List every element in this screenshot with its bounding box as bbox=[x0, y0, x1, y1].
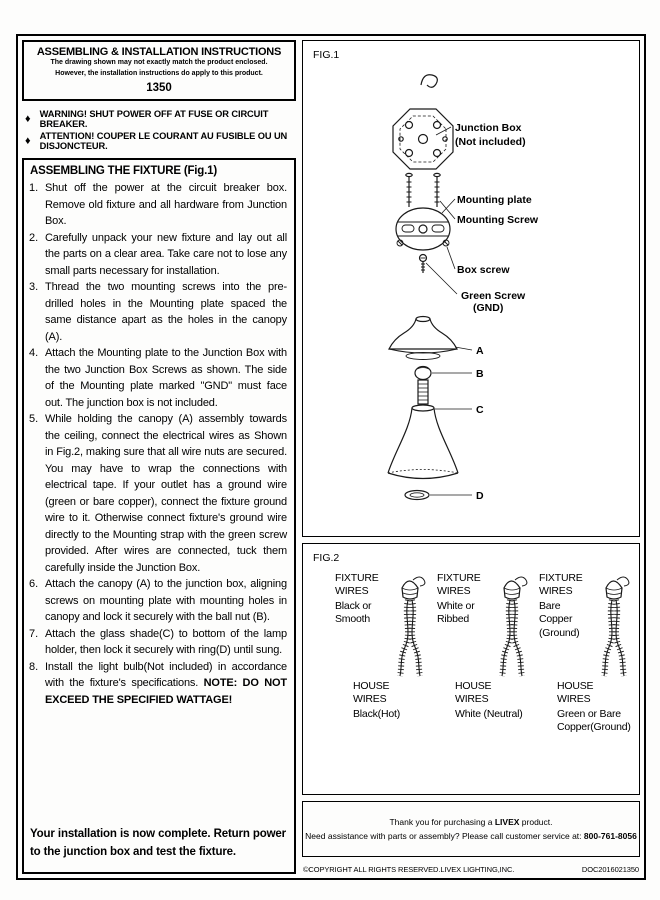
warning-text-french: ATTENTION! COUPER LE COURANT AU FUSIBLE OU UN DISJONCTEUR. bbox=[39, 131, 288, 151]
doc-number: DOC2016021350 bbox=[581, 865, 639, 874]
step-text: While holding the canopy (A) assembly towards the ceiling, connect the electrical wires as Shown in Fig.2, making sure that all wire nuts are secured. You may have to wrap the connections with electrical tape. If your outlet has a ground wire (green or bare copper), connect the fixture ground wire to it. Otherwise connect fixture's ground wire directly to the Mounting strap with the green screw provided. After wires are connected, tuck them carefully inside the Junction Box. bbox=[45, 413, 287, 574]
step-text: Attach the Mounting plate to the Junction Box with the two Junction Box Screws as shown. The side of the Mounting plate marked "GND" must face out. The junction box is not included. bbox=[45, 347, 287, 409]
green-screw-shape bbox=[420, 255, 427, 274]
wire-nut-diagram bbox=[591, 572, 635, 686]
fixture-wires-desc: Bare Copper (Ground) bbox=[539, 600, 580, 639]
step-row bbox=[29, 345, 287, 411]
mounting-screws-shape bbox=[406, 173, 440, 207]
fig2-label: FIG.2 bbox=[313, 552, 340, 564]
house-wires-desc: White (Neutral) bbox=[455, 708, 523, 721]
header-box bbox=[22, 40, 296, 101]
step-number: 6. bbox=[29, 578, 39, 590]
instructions-heading: ASSEMBLING THE FIXTURE (Fig.1) bbox=[30, 165, 217, 177]
thanks-text: Thank you for purchasing a bbox=[389, 817, 495, 827]
callout-d: D bbox=[476, 490, 484, 502]
fig1-box bbox=[302, 40, 640, 537]
right-column bbox=[302, 40, 640, 874]
wattage-note: NOTE: DO NOT EXCEED THE SPECIFIED WATTAGE! bbox=[45, 677, 287, 706]
fixture-wires-title: FIXTURE WIRES bbox=[437, 572, 481, 598]
ball-nut-shape bbox=[415, 367, 431, 380]
callout-b: B bbox=[476, 368, 484, 380]
mounting-plate-shape bbox=[396, 208, 450, 250]
completion-text: Your installation is now complete. Return power to the junction box and test the fixture. bbox=[30, 828, 286, 859]
assistance-line bbox=[305, 831, 637, 841]
warning-text-english: WARNING! SHUT POWER OFF AT FUSE OR CIRCUIT BREAKER. bbox=[39, 109, 269, 129]
diamond-bullet-icon: ♦ bbox=[25, 112, 31, 125]
phone-number: 800-761-8056 bbox=[583, 831, 637, 841]
customer-service-box bbox=[302, 801, 640, 857]
footer-row bbox=[302, 865, 640, 874]
ring-shape bbox=[405, 491, 429, 500]
step-number: 1. bbox=[29, 182, 39, 194]
callout-green-screw-sub: (GND) bbox=[473, 302, 504, 314]
header-subtitle-2: However, the installation instructions do apply to this product. bbox=[55, 69, 263, 77]
instruction-box bbox=[22, 158, 296, 874]
model-number: 1350 bbox=[146, 82, 172, 94]
left-column bbox=[22, 40, 296, 874]
warning-list bbox=[22, 101, 296, 158]
fixture-wires-title: FIXTURE WIRES bbox=[335, 572, 379, 598]
callout-a: A bbox=[476, 345, 484, 357]
step-text: Thread the two mounting screws into the pre-drilled holes in the Mounting plate spaced the same distance apart as the holes in the canopy (A). bbox=[45, 281, 287, 343]
callout-mounting-plate: Mounting plate bbox=[457, 194, 532, 206]
house-wires-desc: Green or Bare Copper(Ground) bbox=[557, 708, 631, 734]
thanks-line bbox=[305, 817, 637, 827]
wiring-column-black bbox=[335, 572, 431, 735]
wiring-columns bbox=[335, 572, 635, 735]
header-title: ASSEMBLING & INSTALLATION INSTRUCTIONS bbox=[36, 46, 282, 58]
step-number: 2. bbox=[29, 231, 39, 244]
copyright-text: ©COPYRIGHT ALL RIGHTS RESERVED.LIVEX LIGHTING,INC. bbox=[303, 865, 515, 874]
callout-junction-box-sub: (Not included) bbox=[455, 136, 526, 148]
callout-mounting-screw: Mounting Screw bbox=[457, 214, 539, 226]
step-text: Shut off the power at the circuit breaker box. Remove old fixture and all hardware from Junction Box. bbox=[45, 182, 287, 227]
step-row bbox=[29, 626, 287, 659]
warning-row bbox=[25, 131, 294, 151]
canopy-shape bbox=[389, 317, 457, 360]
glass-shade-shape bbox=[388, 405, 458, 479]
assistance-text: Need assistance with parts or assembly? Please call customer service at: bbox=[305, 831, 584, 841]
house-wires-title: HOUSE WIRES bbox=[353, 680, 390, 706]
step-row bbox=[29, 659, 287, 709]
header-subtitle-1: The drawing shown may not exactly match the product enclosed. bbox=[50, 59, 268, 66]
thanks-text-end: product. bbox=[519, 817, 553, 827]
junction-box-shape bbox=[393, 109, 453, 169]
house-wires-title: HOUSE WIRES bbox=[455, 680, 492, 706]
step-text: Attach the canopy (A) to the junction box, aligning screws on mounting plate with mounting holes in canopy and lock it securely with the ball nut (B). bbox=[45, 578, 287, 623]
wiring-column-white bbox=[437, 572, 533, 735]
step-row bbox=[29, 230, 287, 280]
step-row bbox=[29, 180, 287, 230]
fixture-wires-desc: Black or Smooth bbox=[335, 600, 372, 626]
step-text: Carefully unpack your new fixture and lay out all the parts on a clear area. Take care not to lose any small parts necessary for installation. bbox=[45, 231, 287, 277]
house-wires-desc: Black(Hot) bbox=[353, 708, 401, 721]
step-number: 5. bbox=[29, 413, 39, 425]
step-number: 7. bbox=[29, 627, 39, 640]
brand-name: LIVEX bbox=[494, 817, 520, 827]
callout-green-screw: Green Screw bbox=[461, 290, 526, 302]
step-number: 8. bbox=[29, 660, 39, 673]
step-text: Attach the glass shade(C) to bottom of the lamp holder, then lock it securely with ring(D) until sung. bbox=[45, 627, 287, 656]
step-row bbox=[29, 411, 287, 576]
step-text bbox=[45, 659, 287, 709]
wire-nut-diagram bbox=[489, 572, 533, 686]
diamond-bullet-icon: ♦ bbox=[25, 134, 31, 147]
fixture-wires-title: FIXTURE WIRES bbox=[539, 572, 583, 598]
callout-junction-box: Junction Box bbox=[455, 122, 522, 134]
threaded-stem-shape bbox=[418, 380, 428, 404]
step-row bbox=[29, 279, 287, 345]
fixture-wires-desc: White or Ribbed bbox=[437, 600, 475, 626]
fig2-box bbox=[302, 543, 640, 795]
page-border-frame bbox=[16, 34, 646, 880]
step-row bbox=[29, 576, 287, 626]
step-number: 4. bbox=[29, 347, 39, 359]
wire-nut-diagram bbox=[387, 572, 431, 686]
fig1-label: FIG.1 bbox=[313, 49, 340, 61]
step-number: 3. bbox=[29, 281, 39, 293]
callout-box-screw: Box screw bbox=[457, 264, 510, 276]
wiring-column-ground bbox=[539, 572, 635, 735]
warning-row bbox=[25, 109, 294, 129]
step8-text: Install the light bulb(Not included) in accordance with the fixture's specifications. bbox=[45, 660, 287, 689]
wire-curl-icon bbox=[421, 75, 437, 88]
callout-c: C bbox=[476, 404, 484, 416]
leader-lines bbox=[426, 127, 472, 495]
house-wires-title: HOUSE WIRES bbox=[557, 680, 594, 706]
fixture-exploded-diagram bbox=[305, 51, 605, 519]
